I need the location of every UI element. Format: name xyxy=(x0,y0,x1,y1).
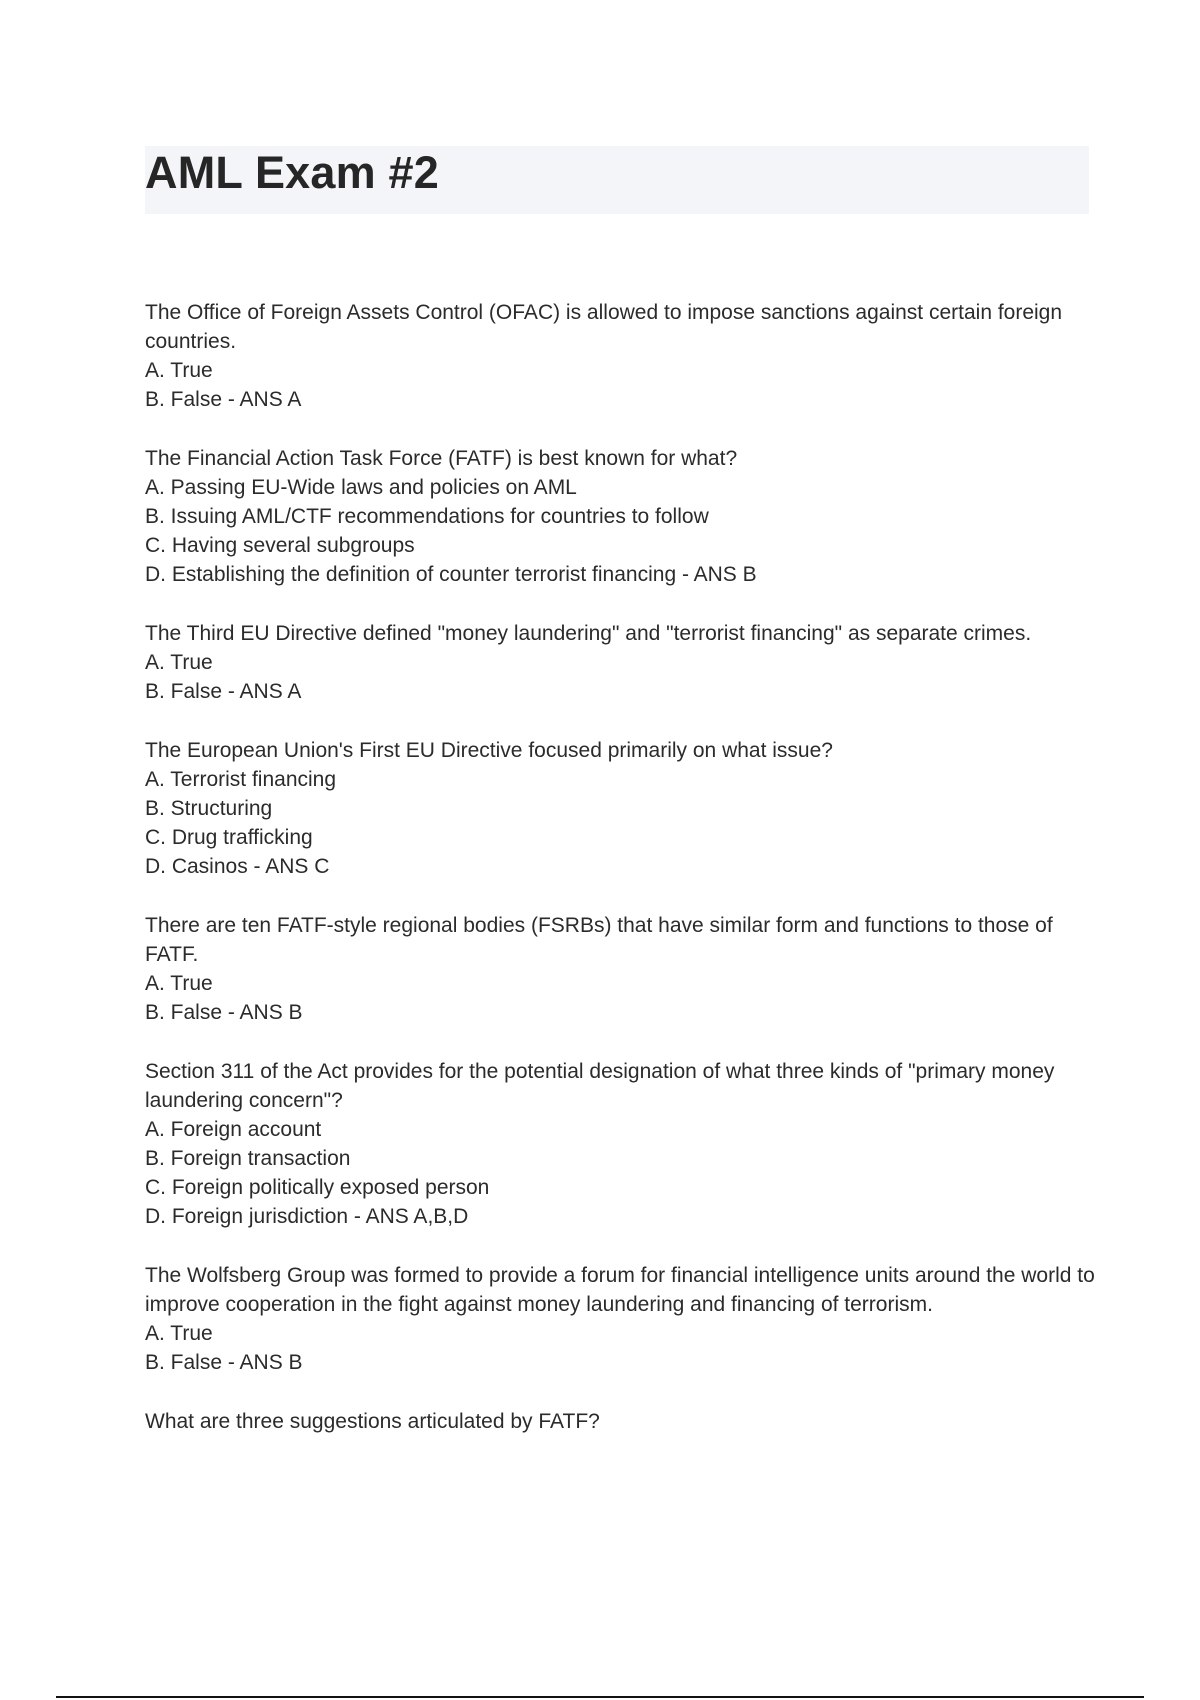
answer-option: D. Casinos - ANS C xyxy=(145,855,330,878)
question-text: What are three suggestions articulated by FATF? xyxy=(145,1410,600,1433)
answer-option: B. False - ANS A xyxy=(145,388,302,411)
question-block xyxy=(145,1057,1095,1231)
question-block xyxy=(145,911,1095,1027)
question-text: The Financial Action Task Force (FATF) is best known for what? xyxy=(145,447,738,470)
answer-option: A. Passing EU-Wide laws and policies on AML xyxy=(145,476,577,499)
answer-option: A. True xyxy=(145,651,213,674)
question-text: The Third EU Directive defined "money laundering" and "terrorist financing" as separate crimes. xyxy=(145,622,1032,645)
answer-option: A. True xyxy=(145,972,213,995)
question-text: Section 311 of the Act provides for the potential designation of what three kinds of "primary money laundering concern"? xyxy=(145,1060,1055,1112)
question-block xyxy=(145,736,1095,881)
question-block xyxy=(145,619,1095,706)
answer-option: C. Drug trafficking xyxy=(145,826,313,849)
question-block xyxy=(145,444,1095,589)
answer-option: B. False - ANS B xyxy=(145,1351,303,1374)
answer-option: A. True xyxy=(145,359,213,382)
answer-option: C. Having several subgroups xyxy=(145,534,415,557)
question-block xyxy=(145,1407,1095,1436)
question-text: There are ten FATF-style regional bodies (FSRBs) that have similar form and functions to those of FATF. xyxy=(145,914,1053,966)
answer-option: C. Foreign politically exposed person xyxy=(145,1176,490,1199)
answer-option: B. Issuing AML/CTF recommendations for countries to follow xyxy=(145,505,709,528)
answer-option: A. True xyxy=(145,1322,213,1345)
answer-option: B. Structuring xyxy=(145,797,273,820)
answer-option: D. Establishing the definition of counter terrorist financing - ANS B xyxy=(145,563,757,586)
question-list xyxy=(145,298,1095,1466)
answer-option: B. False - ANS B xyxy=(145,1001,303,1024)
answer-option: A. Terrorist financing xyxy=(145,768,337,791)
answer-option: A. Foreign account xyxy=(145,1118,322,1141)
footer-divider xyxy=(56,1696,1144,1698)
answer-option: B. False - ANS A xyxy=(145,680,302,703)
question-block xyxy=(145,1261,1095,1377)
answer-option: B. Foreign transaction xyxy=(145,1147,351,1170)
page-title: AML Exam #2 xyxy=(145,147,439,198)
question-text: The European Union's First EU Directive focused primarily on what issue? xyxy=(145,739,833,762)
answer-option: D. Foreign jurisdiction - ANS A,B,D xyxy=(145,1205,469,1228)
question-text: The Office of Foreign Assets Control (OFAC) is allowed to impose sanctions against certain foreign countries. xyxy=(145,301,1063,353)
question-text: The Wolfsberg Group was formed to provide a forum for financial intelligence units around the world to improve cooperation in the fight against money laundering and financing of terrorism. xyxy=(145,1264,1095,1316)
question-block xyxy=(145,298,1095,414)
